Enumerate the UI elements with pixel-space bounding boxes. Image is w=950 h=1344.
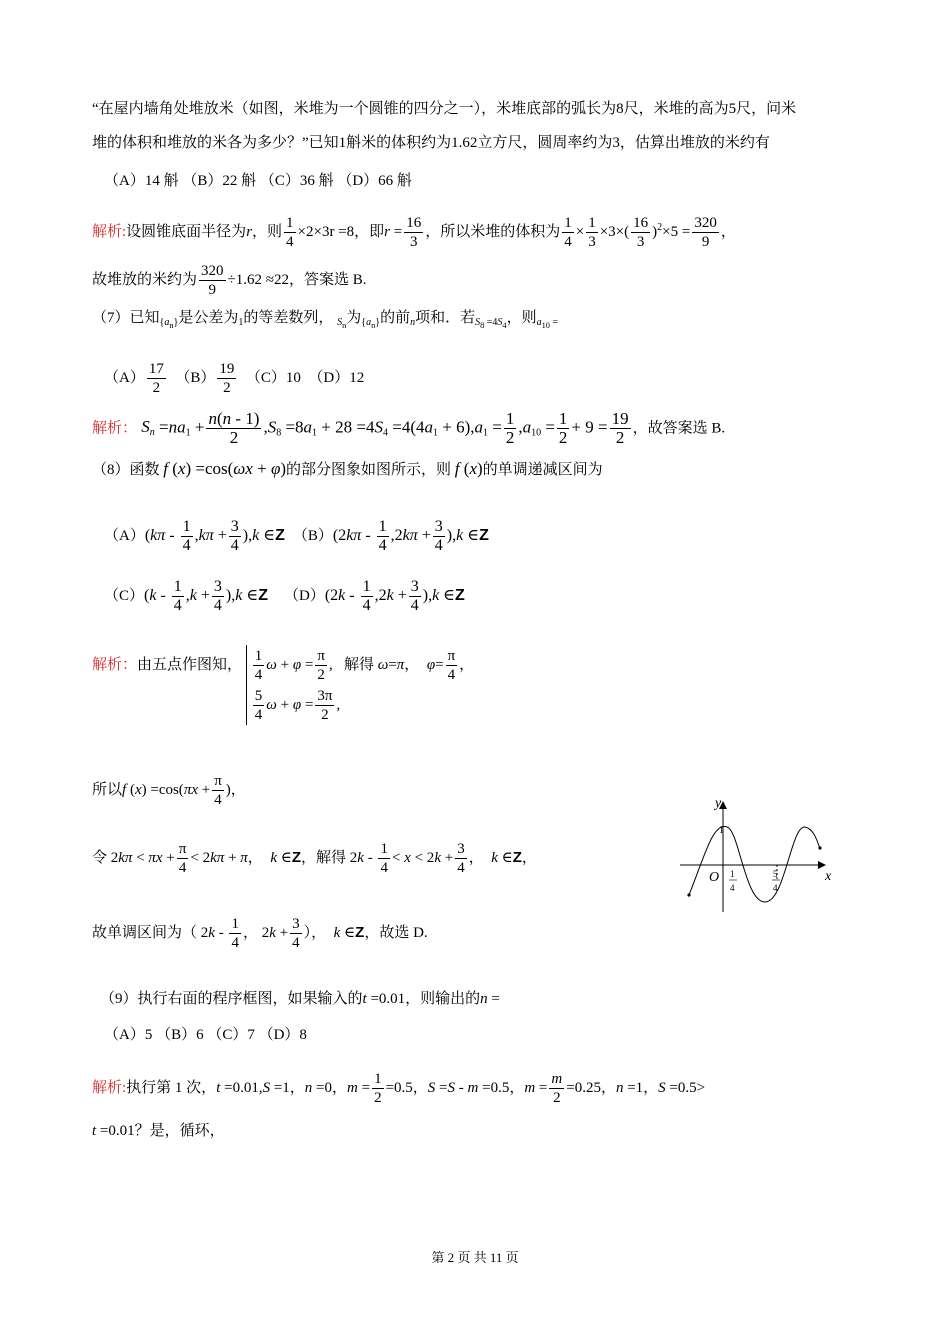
solution-label: 解析: <box>92 223 127 240</box>
p9-stem: （9）执行右面的程序框图，如果输入的t =0.01，则输出的n = <box>100 991 500 1007</box>
p9-options: （A）5 （B）6 （C）7 （D）8 <box>104 1027 307 1043</box>
p8-line4: 故单调区间为（ 2k - $\frac{1}{4}$ ， 2k + $\frac{3}{4}$ ）， k ∈Z，故选 D. <box>92 916 428 951</box>
p8-line3: 令 2kπ < πx + $\frac{\pi}{4}$ < 2kπ + π， k ∈Z，解得 2k - $\frac{1}{4}$ < x < 2k + $\frac{3}{4}$ ， k ∈Z， <box>92 841 537 876</box>
p7-stem: （7）已知$_{\{a_n\}}$是公差为$_1$的等差数列， $_{S_n}$为$_{\{a_n\}}$的前$_n$项和．若$_{S_8 =4S_4}$，则$_{a_{10} =}$ <box>92 310 559 330</box>
p6-solution: 解析:设圆锥底面半径为r，则 $\frac{1}{4}$ ×2×3r =8，即r = $\frac{16}{3}$ ，所以米堆的体积为 $\frac{1}{4}$ × $\frac{1}{3}$ ×3×( $\frac{16}{3}$ )$^2$×5 = $\frac{320}{9}$ ， <box>92 215 736 250</box>
p9-solution: 解析:执行第 1 次，t =0.01,S =1，n =0，m = $\frac{1}{2}$ =0.5，S =S - m =0.5，m = $\frac{m}{2}$ =0.25，n =1，S =0.5> <box>92 1071 706 1106</box>
p7-options: （A） $\frac{17}{2}$ （B） $\frac{19}{2}$ （C）10 （D）12 <box>104 361 365 396</box>
p6-line1: “在屋内墙角处堆放米（如图，米堆为一个圆锥的四分之一），米堆底部的弧长为8尺，米堆的高为5尺，问米 <box>92 101 797 117</box>
page-footer: 第 2 页 共 11 页 <box>431 1250 519 1265</box>
p6-solution-2: 故堆放的米约为 $\frac{320}{9}$ ÷1.62 ≈22，答案选 B. <box>92 263 367 298</box>
p8-line2: 所以f (x) =cos(πx + $\frac{\pi}{4}$ )， <box>92 773 246 808</box>
cosine-graph <box>675 790 835 915</box>
svg-text:4: 4 <box>730 883 735 893</box>
x-label: x <box>825 869 832 884</box>
origin-label: O <box>709 870 720 885</box>
solution-label: 解析： <box>92 657 138 673</box>
p6-line2: 堆的体积和堆放的米各为多少？”已知1斛米的体积约为1.62立方尺，圆周率约为3，估算出堆放的米约有 <box>92 135 770 151</box>
svg-text:1: 1 <box>730 869 735 879</box>
p9-solution-2: t =0.01？是，循环， <box>92 1123 225 1139</box>
p8-solution: 解析：由五点作图知， $\frac{1}{4}$ ω + φ = $\frac{\pi}{2}$ , $\frac{5}{4}$ ω + φ = $\frac{3\pi}{2}$ , 解得 ω=π， φ= $\frac{\pi}{4}$ ， <box>92 645 474 725</box>
tick-1: 1 <box>719 825 724 836</box>
svg-text:4: 4 <box>773 883 778 893</box>
p8-options-ab: （A）(kπ - $\frac{1}{4}$ ,kπ + $\frac{3}{4}$ ),k ∈Z （B）(2kπ - $\frac{1}{4}$ ,2kπ + $\frac{3}{4}$ ),k ∈Z <box>104 518 489 554</box>
y-label: y <box>715 796 722 811</box>
p8-options-cd: （C）(k - $\frac{1}{4}$ ,k + $\frac{3}{4}$ ),k ∈Z （D）(2k - $\frac{1}{4}$ ,2k + $\frac{3}{4}$ ),k ∈Z <box>104 578 465 614</box>
solution-label: 解析: <box>92 1079 127 1096</box>
p6-options: （A）14 斛 （B）22 斛 （C）36 斛 （D）66 斛 <box>104 173 412 189</box>
solution-label: 解析： <box>92 420 138 437</box>
p7-solution: 解析： $S_n =na_1$ + $\frac{n(n - 1)}{2}$ $,S_8 =8a_1 + 28 =4S_4 =4(4a_1 + 6),a_1$ = $\frac{1}{2}$ $,a_{10}$ = $\frac{1}{2}$ + 9 = $\frac{19}{2}$ ，故答案选 B. <box>92 409 726 447</box>
p8-stem: （8）函数 f (x) =cos(ωx + φ)的部分图象如图所示，则 f (x)的单调递减区间为 <box>92 459 603 478</box>
svg-text:5: 5 <box>773 869 778 879</box>
cosine-curve <box>689 826 820 902</box>
